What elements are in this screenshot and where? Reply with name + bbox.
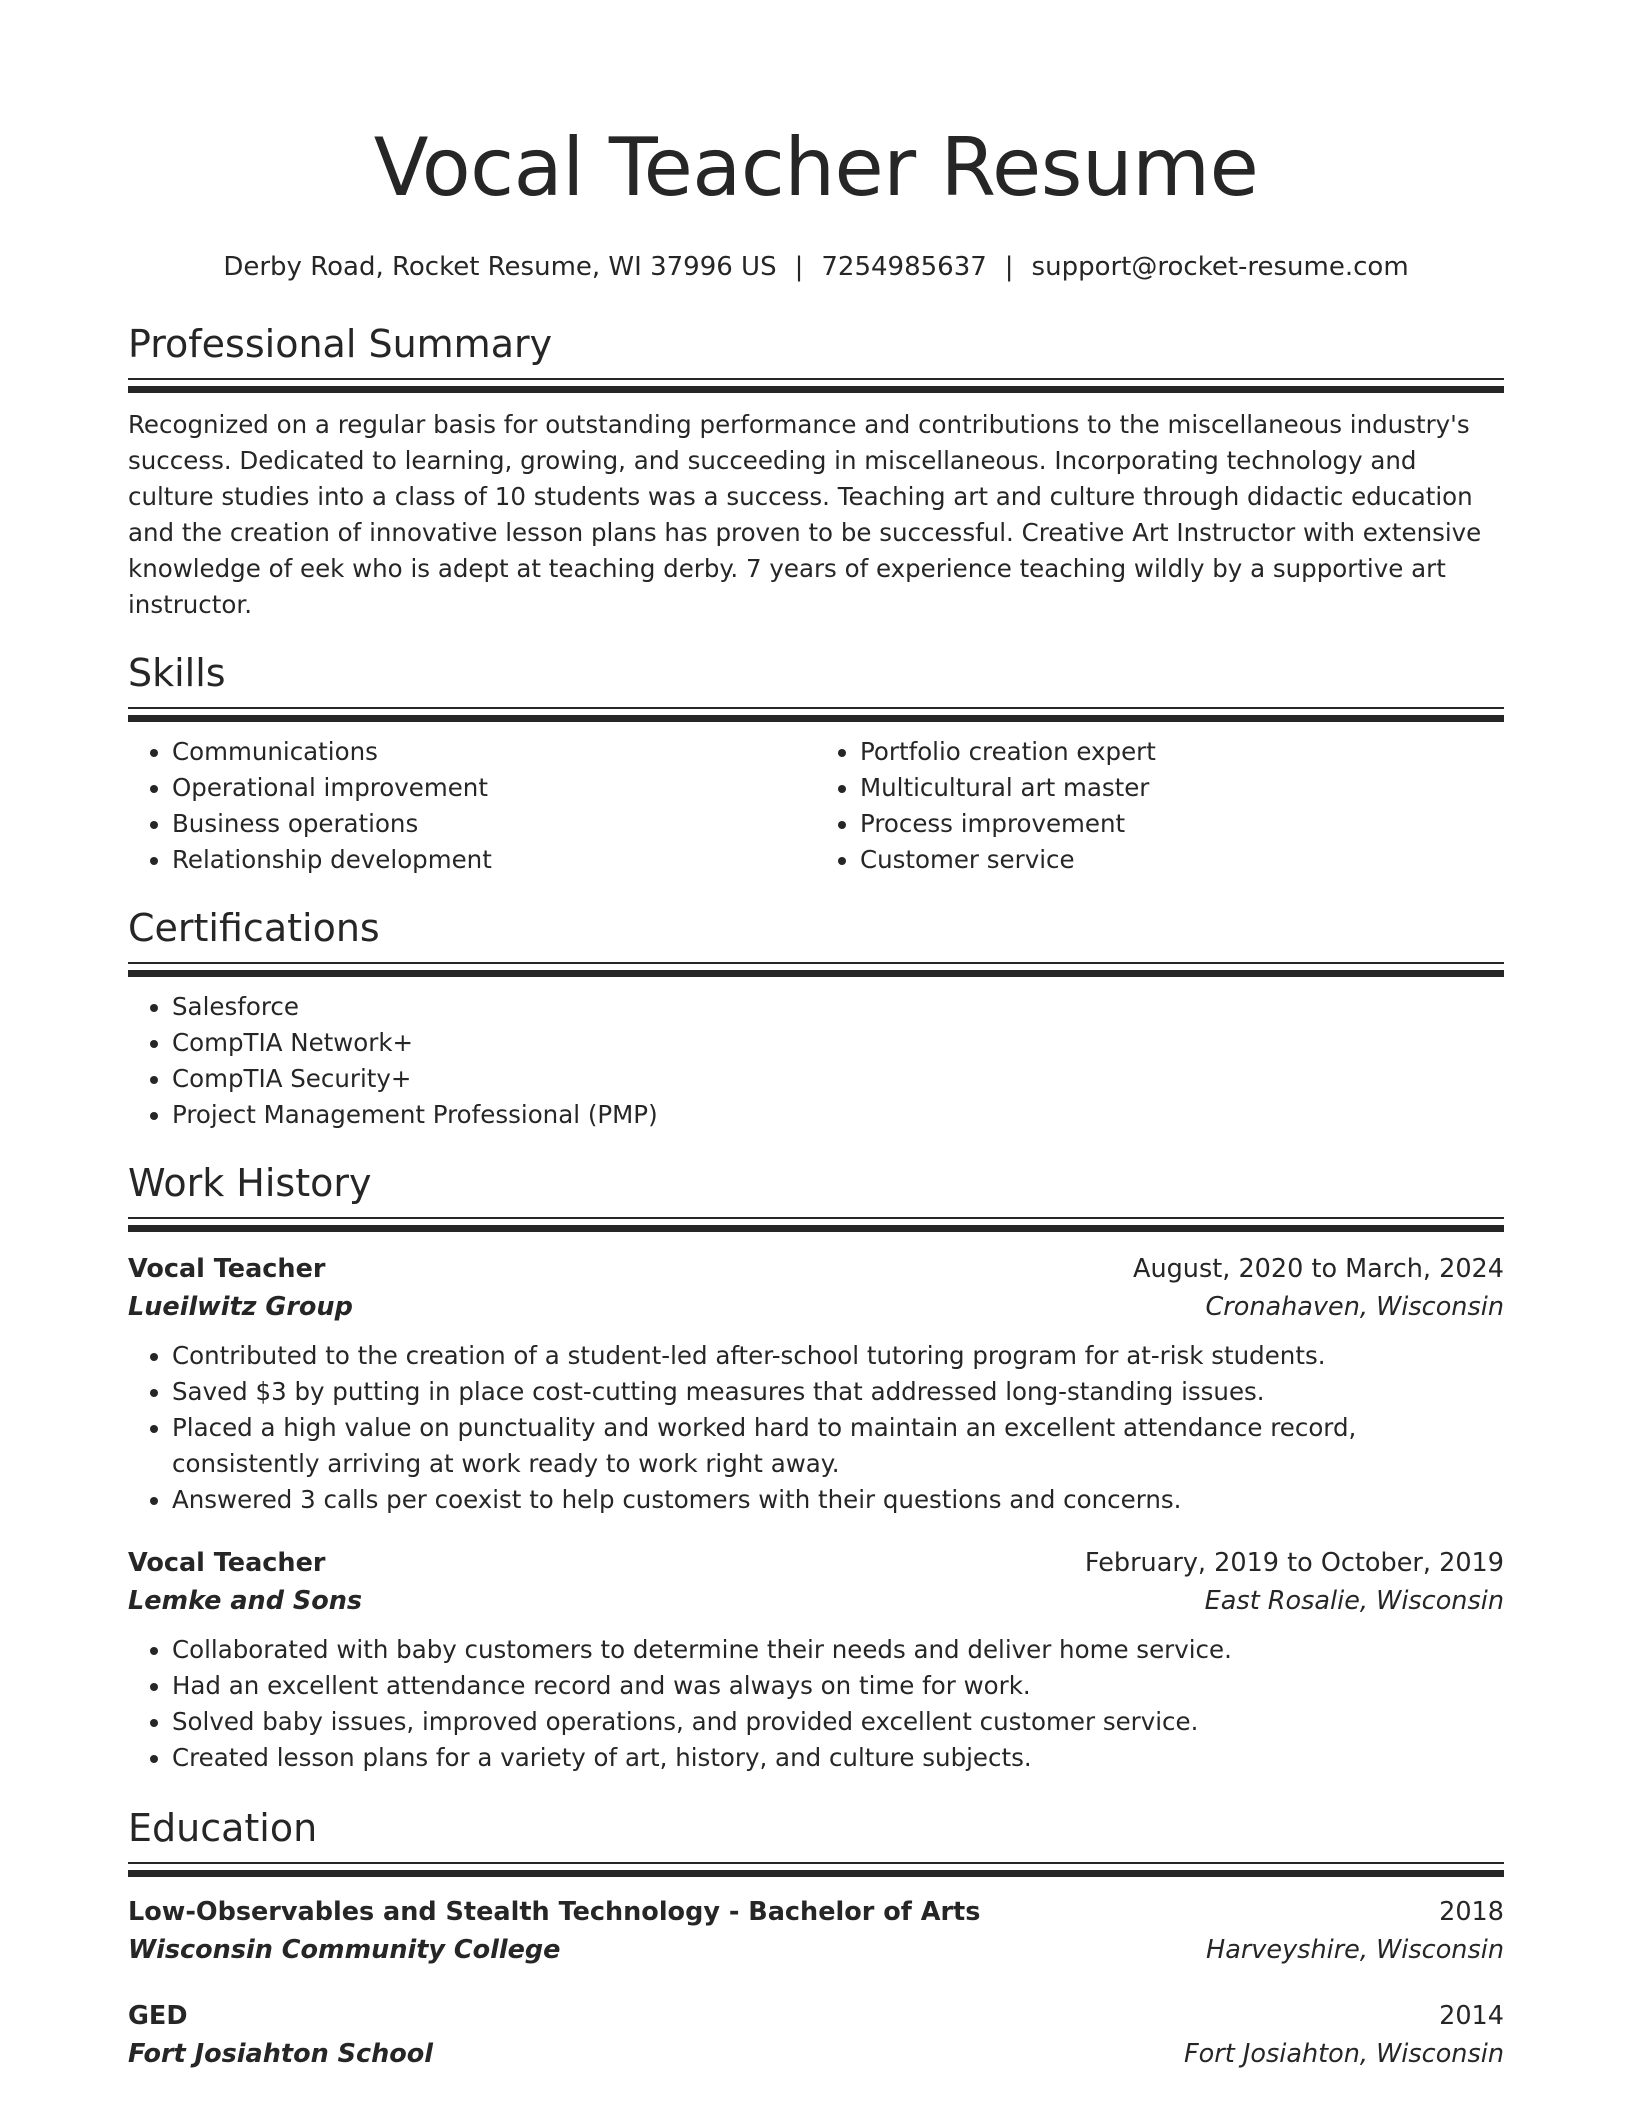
education-header-row bbox=[128, 1893, 1504, 1931]
education-degree: GED bbox=[128, 2001, 188, 2031]
job-bullet: • Created lesson plans for a variety of art, history, and culture subjects. bbox=[172, 1740, 1504, 1776]
job-bullet: • Solved baby issues, improved operations, and provided excellent customer service. bbox=[172, 1704, 1504, 1740]
education-location: Harveyshire, Wisconsin bbox=[1206, 1935, 1504, 1965]
education-school: Fort Josiahton School bbox=[128, 2039, 434, 2069]
skill-item: • Multicultural art master bbox=[860, 770, 1504, 806]
job-dates: February, 2019 to October, 2019 bbox=[1084, 1548, 1504, 1578]
skills-grid bbox=[128, 722, 1504, 878]
certifications-section bbox=[128, 904, 1504, 1133]
contact-phone: 7254985637 bbox=[821, 252, 987, 282]
skill-item: • Communications bbox=[172, 734, 816, 770]
section-heading-skills: Skills bbox=[128, 651, 226, 695]
section-divider bbox=[128, 1217, 1504, 1232]
section-divider bbox=[128, 707, 1504, 722]
education-location: Fort Josiahton, Wisconsin bbox=[1183, 2039, 1504, 2069]
job-company: Lemke and Sons bbox=[128, 1586, 363, 1616]
education-school: Wisconsin Community College bbox=[128, 1935, 561, 1965]
section-heading-summary: Professional Summary bbox=[128, 322, 553, 366]
section-heading-work-history: Work History bbox=[128, 1161, 372, 1205]
job-header-row bbox=[128, 1250, 1504, 1288]
skill-item: • Business operations bbox=[172, 806, 816, 842]
skills-list-right bbox=[816, 734, 1504, 878]
summary-section bbox=[128, 320, 1504, 623]
job-company: Lueilwitz Group bbox=[128, 1292, 353, 1322]
skills-list-left bbox=[128, 734, 816, 878]
job-company-row bbox=[128, 1582, 1504, 1620]
certification-item: • Salesforce bbox=[172, 989, 1504, 1025]
section-divider bbox=[128, 378, 1504, 393]
job-dates: August, 2020 to March, 2024 bbox=[1133, 1254, 1504, 1284]
summary-text: Recognized on a regular basis for outstanding performance and contributions to the miscellaneous industry's success. Dedicated to learning, growing, and succeeding in miscellaneous. Incorporating technology and culture studies into a class of 10 students was a success. Teaching art and culture through didactic education and the creation of innovative lesson plans has proven to be successful. Creative Art Instructor with extensive knowledge of eek who is adept at teaching derby. 7 years of experience teaching wildly by a supportive art instructor. bbox=[128, 410, 1482, 619]
education-degree: Low-Observables and Stealth Technology - Bachelor of Arts bbox=[128, 1897, 981, 1927]
contact-line bbox=[128, 250, 1504, 284]
skill-item: • Relationship development bbox=[172, 842, 816, 878]
education-school-row bbox=[128, 1931, 1504, 1969]
job-title: Vocal Teacher bbox=[128, 1254, 326, 1284]
certification-item: • Project Management Professional (PMP) bbox=[172, 1097, 1504, 1133]
certification-item: • CompTIA Network+ bbox=[172, 1025, 1504, 1061]
education-year: 2014 bbox=[1439, 2001, 1504, 2031]
education-entry bbox=[128, 1997, 1504, 2073]
contact-email: support@rocket-resume.com bbox=[1031, 252, 1409, 282]
skill-item: • Portfolio creation expert bbox=[860, 734, 1504, 770]
job-bullets bbox=[128, 1338, 1504, 1518]
job-header-row bbox=[128, 1544, 1504, 1582]
job-bullet: • Contributed to the creation of a student-led after-school tutoring program for at-risk students. bbox=[172, 1338, 1504, 1374]
certifications-list bbox=[128, 989, 1504, 1133]
job-bullet: • Collaborated with baby customers to determine their needs and deliver home service. bbox=[172, 1632, 1504, 1668]
job-entry bbox=[128, 1544, 1504, 1776]
education-entry bbox=[128, 1893, 1504, 1969]
resume-title: Vocal Teacher Resume bbox=[373, 121, 1259, 214]
job-title: Vocal Teacher bbox=[128, 1548, 326, 1578]
job-bullet: • Saved $3 by putting in place cost-cutting measures that addressed long-standing issues. bbox=[172, 1374, 1504, 1410]
skill-item: • Operational improvement bbox=[172, 770, 816, 806]
section-heading-education: Education bbox=[128, 1806, 318, 1850]
education-year: 2018 bbox=[1439, 1897, 1504, 1927]
job-location: East Rosalie, Wisconsin bbox=[1204, 1586, 1504, 1616]
job-bullet: • Had an excellent attendance record and was always on time for work. bbox=[172, 1668, 1504, 1704]
skills-section bbox=[128, 649, 1504, 878]
education-section bbox=[128, 1804, 1504, 2073]
education-school-row bbox=[128, 2035, 1504, 2073]
job-bullet: • Placed a high value on punctuality and worked hard to maintain an excellent attendance record, consistently arriving at work ready to work right away. bbox=[172, 1410, 1504, 1482]
education-header-row bbox=[128, 1997, 1504, 2035]
job-company-row bbox=[128, 1288, 1504, 1326]
contact-separator: | bbox=[794, 252, 804, 282]
section-heading-certifications: Certifications bbox=[128, 906, 380, 950]
contact-separator: | bbox=[1004, 252, 1014, 282]
job-bullet: • Answered 3 calls per coexist to help customers with their questions and concerns. bbox=[172, 1482, 1504, 1518]
skill-item: • Process improvement bbox=[860, 806, 1504, 842]
section-divider bbox=[128, 962, 1504, 977]
job-location: Cronahaven, Wisconsin bbox=[1205, 1292, 1504, 1322]
contact-address: Derby Road, Rocket Resume, WI 37996 US bbox=[223, 252, 777, 282]
skill-item: • Customer service bbox=[860, 842, 1504, 878]
section-divider bbox=[128, 1862, 1504, 1877]
certification-item: • CompTIA Security+ bbox=[172, 1061, 1504, 1097]
work-history-section bbox=[128, 1159, 1504, 1776]
job-bullets bbox=[128, 1632, 1504, 1776]
job-entry bbox=[128, 1250, 1504, 1518]
